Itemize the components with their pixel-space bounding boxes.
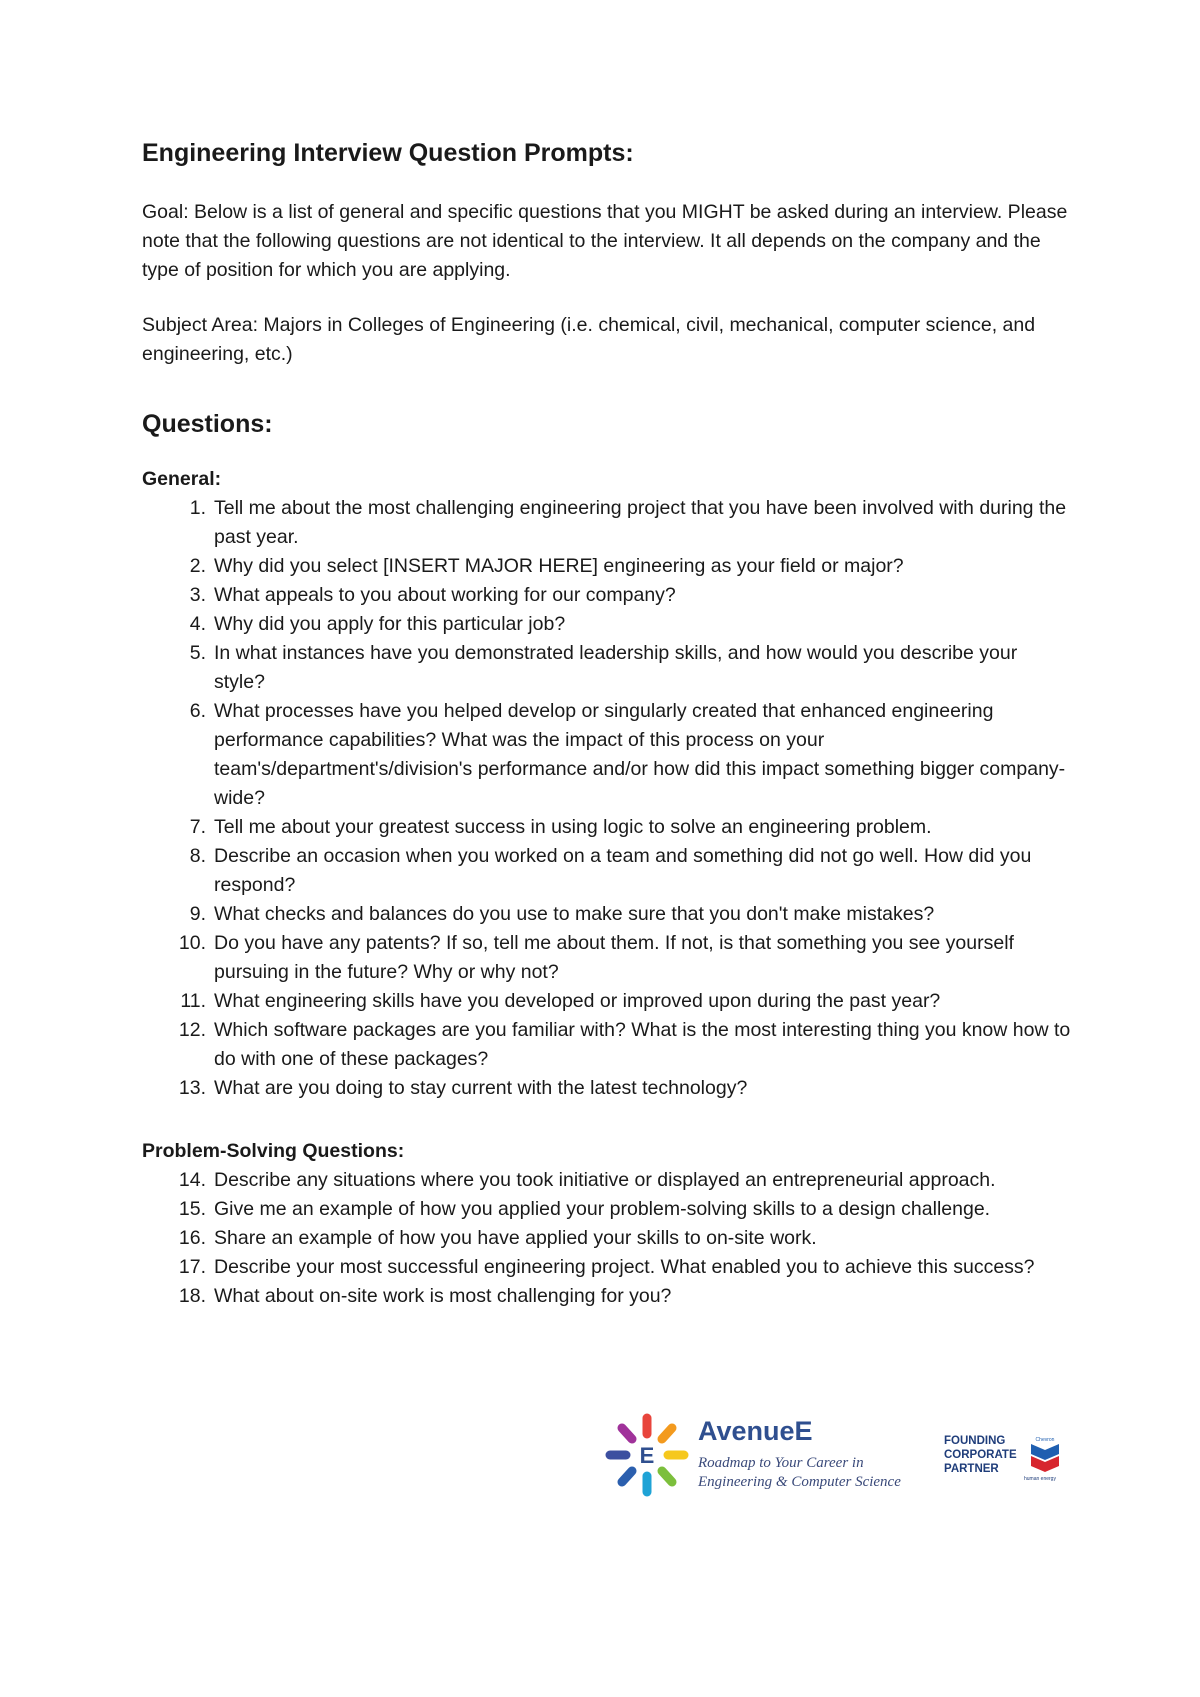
questions-heading: Questions: [142,410,273,438]
list-item [142,581,1072,610]
goal-paragraph: Goal: Below is a list of general and specific questions that you MIGHT be asked during an interview. Please note that the following questions are not identical to the interview. It all depends on the company and the type of position for which you are applying. [142,201,1068,281]
footer-logos [604,1412,1064,1502]
list-item-number: 2. [189,555,206,577]
list-item-number: 15. [178,1198,206,1220]
list-item-text: What checks and balances do you use to make sure that you don't make mistakes? [214,903,935,925]
list-item [142,1282,1072,1311]
list-item-text: In what instances have you demonstrated leadership skills, and how would you describe your style? [214,642,1018,693]
general-heading: General: [142,468,222,490]
list-item [142,1074,1072,1103]
list-item-number: 12. [178,1019,206,1041]
list-item [142,1195,1072,1224]
list-item-number: 3. [189,584,206,606]
list-item [142,1253,1072,1282]
list-item-number: 18. [178,1285,206,1307]
brand-name: AvenueE [698,1416,813,1446]
list-item-text: Describe your most successful engineering project. What enabled you to achieve this success? [214,1256,1035,1278]
list-item-number: 10. [178,932,206,954]
list-item-text: Which software packages are you familiar with? What is the most interesting thing you know how to do with one of these packages? [214,1019,1071,1070]
brand-tagline-line1: Roadmap to Your Career in [698,1455,864,1471]
list-item-text: What are you doing to stay current with the latest technology? [214,1077,748,1099]
list-item-text: Why did you apply for this particular job? [214,613,566,635]
list-item-text: Tell me about the most challenging engineering project that you have been involved with during the past year. [214,497,1067,548]
list-item-number: 6. [189,700,206,722]
general-question-list [142,494,1072,1103]
list-item-number: 16. [178,1227,206,1249]
list-item-number: 5. [189,642,206,664]
list-item [142,842,1072,900]
chevron-logo-icon [1026,1436,1064,1474]
list-item [142,552,1072,581]
subject-area-paragraph: Subject Area: Majors in Colleges of Engineering (i.e. chemical, civil, mechanical, computer science, and engineering, etc.) [142,314,1036,365]
partner-logo-tagline: human energy [1024,1476,1056,1482]
list-item [142,929,1072,987]
list-item-number: 11. [180,990,206,1012]
list-item [142,1016,1072,1074]
partner-label [944,1434,1024,1476]
list-item-text: Share an example of how you have applied your skills to on-site work. [214,1227,817,1249]
list-item [142,639,1072,697]
list-item-text: Give me an example of how you applied your problem-solving skills to a design challenge. [214,1198,991,1220]
problem-solving-heading: Problem-Solving Questions: [142,1140,405,1162]
list-item [142,1224,1072,1253]
partner-line3: PARTNER [944,1463,999,1475]
partner-line1: FOUNDING [944,1435,1006,1447]
avenuee-logo-icon [604,1412,690,1498]
list-item-text: What appeals to you about working for our company? [214,584,676,606]
list-item-text: What processes have you helped develop or singularly created that enhanced engineering performance capabilities? What was the impact of this process on your team's/department's/division's performance and/or how did this impact something bigger company-wide? [214,700,1066,809]
list-item [142,697,1072,813]
document-title: Engineering Interview Question Prompts: [142,139,634,167]
logo-letter: E [639,1443,655,1468]
partner-logo-word: Chevron [1035,1437,1055,1443]
list-item-text: Describe an occasion when you worked on a team and something did not go well. How did you respond? [214,845,1032,896]
list-item-number: 17. [178,1256,206,1278]
list-item-number: 9. [189,903,206,925]
problem-solving-question-list [142,1166,1072,1311]
list-item [142,900,1072,929]
list-item [142,813,1072,842]
list-item-number: 8. [189,845,206,867]
list-item-number: 1. [189,497,206,519]
list-item-number: 4. [189,613,206,635]
list-item-number: 14. [178,1169,206,1191]
document-page [142,138,1072,1311]
list-item-text: What engineering skills have you developed or improved upon during the past year? [214,990,941,1012]
brand-tagline-line2: Engineering & Computer Science [698,1474,901,1490]
list-item-text: Describe any situations where you took initiative or displayed an entrepreneurial approach. [214,1169,996,1191]
list-item [142,987,1072,1016]
list-item-text: Why did you select [INSERT MAJOR HERE] engineering as your field or major? [214,555,904,577]
list-item [142,1166,1072,1195]
list-item-text: What about on-site work is most challenging for you? [214,1285,672,1307]
partner-line2: CORPORATE [944,1449,1017,1461]
list-item [142,494,1072,552]
list-item-number: 7. [189,816,206,838]
list-item [142,610,1072,639]
list-item-text: Tell me about your greatest success in using logic to solve an engineering problem. [214,816,932,838]
list-item-text: Do you have any patents? If so, tell me about them. If not, is that something you see yourself pursuing in the future? Why or why not? [214,932,1014,983]
list-item-number: 13. [178,1077,206,1099]
brand-tagline [698,1454,938,1492]
